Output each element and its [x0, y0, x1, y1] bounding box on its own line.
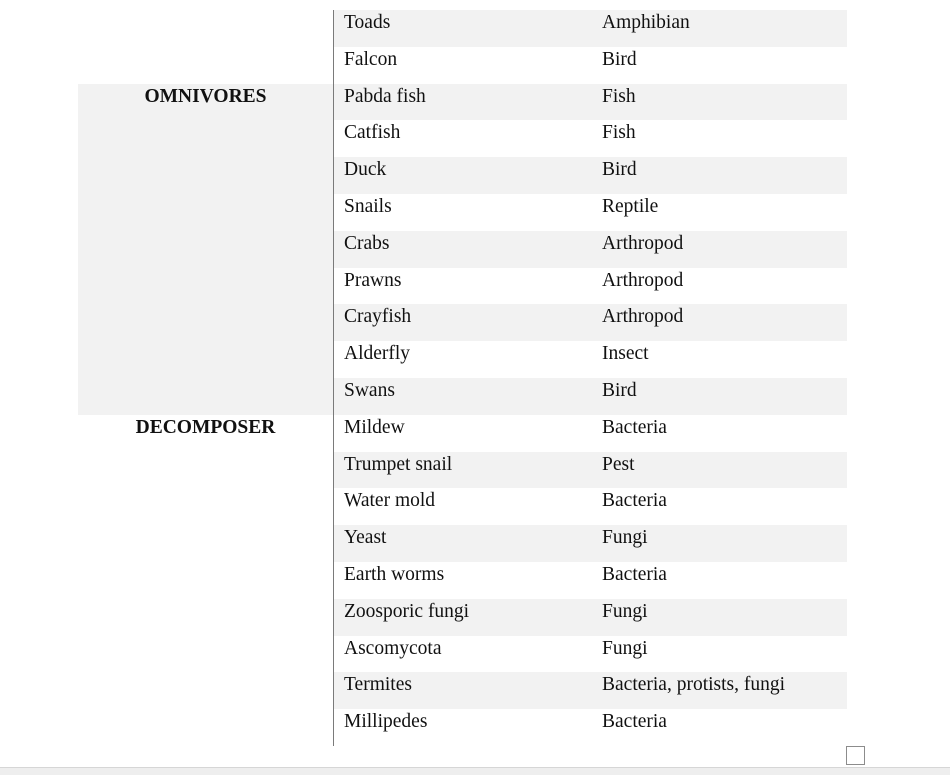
organism-cell: [334, 488, 603, 525]
organism-type: Bird: [602, 379, 637, 401]
organism-type: Fungi: [602, 600, 648, 622]
type-cell: [602, 194, 847, 231]
organism-cell: [334, 599, 603, 636]
organism-type: Reptile: [602, 195, 659, 217]
organism-name: Alderfly: [344, 343, 411, 365]
organism-type: Fungi: [602, 637, 648, 659]
organism-cell: [334, 415, 603, 452]
organism-type: Bacteria: [602, 490, 667, 512]
type-cell: [602, 84, 847, 121]
organism-name: Yeast: [344, 527, 387, 549]
organism-cell: [334, 672, 603, 709]
table-row: [78, 415, 847, 452]
type-cell: [602, 562, 847, 599]
organism-name: Termites: [344, 674, 412, 696]
organism-type: Arthropod: [602, 269, 684, 291]
category-cell: [78, 10, 334, 47]
type-cell: [602, 488, 847, 525]
organism-type: Bacteria, protists, fungi: [602, 674, 786, 696]
type-cell: [602, 304, 847, 341]
organism-classification-table: [78, 10, 847, 746]
category-label: OMNIVORES: [144, 85, 267, 107]
organism-name: Pabda fish: [344, 85, 426, 107]
type-cell: [602, 10, 847, 47]
type-cell: [602, 120, 847, 157]
type-cell: [602, 341, 847, 378]
organism-name: Snails: [344, 195, 392, 217]
organism-type: Bird: [602, 48, 637, 70]
organism-name: Toads: [344, 12, 391, 33]
organism-cell: [334, 452, 603, 489]
organism-name: Falcon: [344, 48, 398, 70]
organism-name: Trumpet snail: [344, 453, 453, 475]
organism-name: Earth worms: [344, 563, 445, 585]
type-cell: [602, 157, 847, 194]
type-cell: [602, 672, 847, 709]
organism-name: Crayfish: [344, 306, 412, 328]
organism-name: Millipedes: [344, 711, 428, 733]
table-row: [78, 47, 847, 84]
organism-name: Water mold: [344, 490, 436, 512]
organism-cell: [334, 636, 603, 673]
organism-type: Pest: [602, 453, 635, 475]
organism-cell: [334, 268, 603, 305]
organism-cell: [334, 120, 603, 157]
organism-name: Crabs: [344, 232, 390, 254]
organism-cell: [334, 84, 603, 121]
organism-type: Amphibian: [602, 12, 690, 33]
organism-name: Zoosporic fungi: [344, 600, 470, 622]
type-cell: [602, 709, 847, 746]
organism-cell: [334, 304, 603, 341]
category-label: DECOMPOSER: [135, 416, 276, 438]
organism-name: Prawns: [344, 269, 402, 291]
type-cell: [602, 452, 847, 489]
organism-type: Insect: [602, 343, 649, 365]
type-cell: [602, 599, 847, 636]
organism-name: Mildew: [344, 416, 405, 438]
category-cell-decomposer: [78, 415, 334, 746]
category-cell: [78, 47, 334, 84]
type-cell: [602, 415, 847, 452]
organism-type: Arthropod: [602, 306, 684, 328]
organism-cell: [334, 525, 603, 562]
organism-type: Fungi: [602, 527, 648, 549]
organism-type: Bacteria: [602, 416, 667, 438]
type-cell: [602, 231, 847, 268]
organism-type: Bacteria: [602, 711, 667, 733]
table-row: [78, 10, 847, 47]
organism-name: Swans: [344, 379, 395, 401]
organism-type: Bacteria: [602, 563, 667, 585]
type-cell: [602, 47, 847, 84]
organism-cell: [334, 378, 603, 415]
type-cell: [602, 525, 847, 562]
organism-type: Arthropod: [602, 232, 684, 254]
organism-type: Fish: [602, 122, 636, 144]
table-row: [78, 84, 847, 121]
type-cell: [602, 378, 847, 415]
organism-type: Bird: [602, 159, 637, 181]
organism-cell: [334, 47, 603, 84]
organism-cell: [334, 562, 603, 599]
organism-name: Ascomycota: [344, 637, 442, 659]
organism-name: Duck: [344, 159, 387, 181]
category-cell-omnivores: [78, 84, 334, 415]
checkbox-icon[interactable]: [846, 746, 865, 765]
organism-cell: [334, 341, 603, 378]
organism-name: Catfish: [344, 122, 401, 144]
organism-cell: [334, 194, 603, 231]
type-cell: [602, 636, 847, 673]
organism-cell: [334, 709, 603, 746]
type-cell: [602, 268, 847, 305]
organism-type: Fish: [602, 85, 636, 107]
organism-cell: [334, 231, 603, 268]
organism-cell: [334, 10, 603, 47]
organism-cell: [334, 157, 603, 194]
